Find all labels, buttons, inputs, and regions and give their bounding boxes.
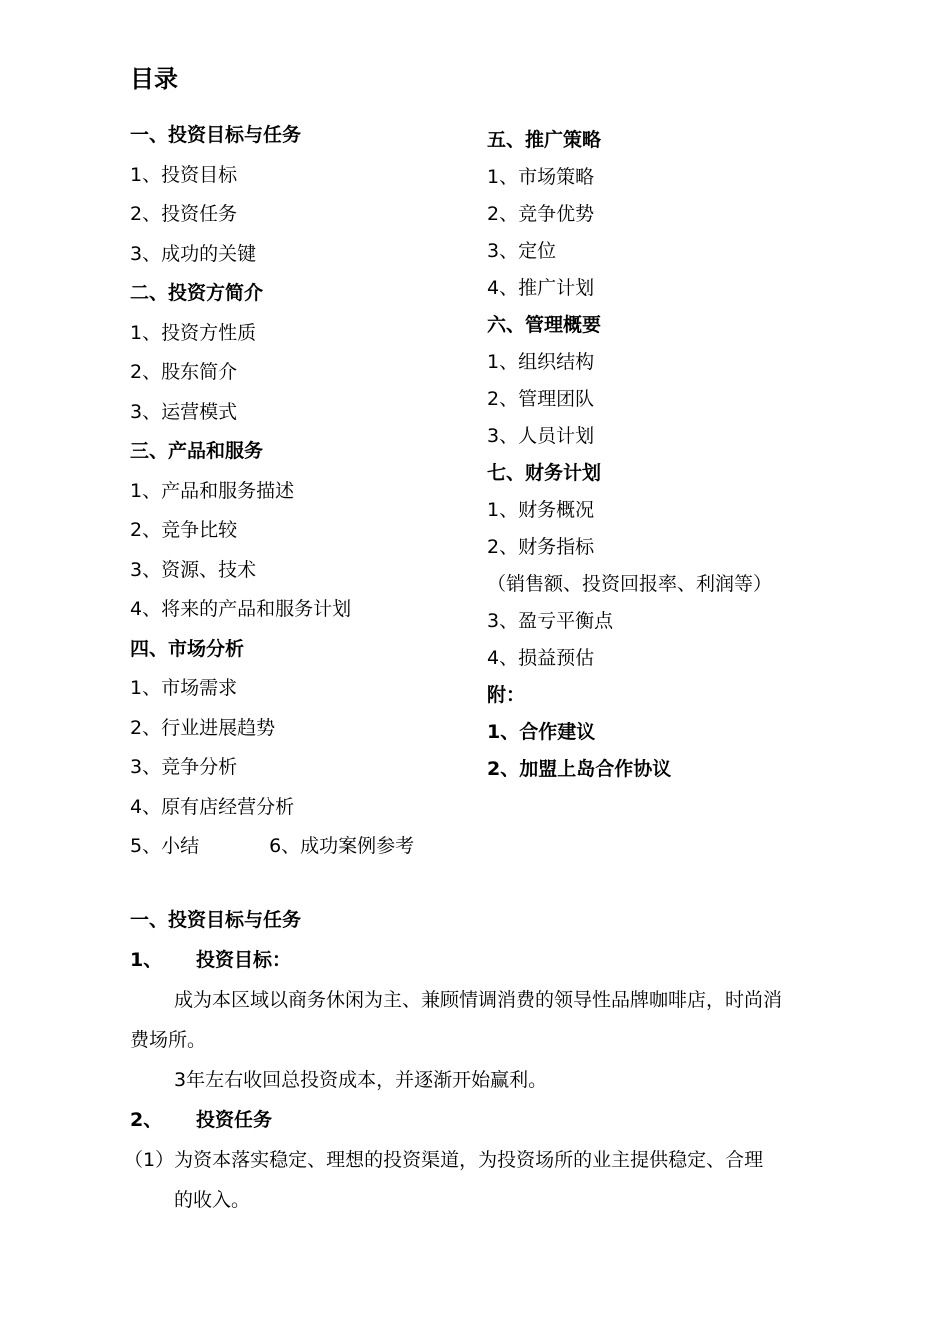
paragraph-line: （1）为资本落实稳定、理想的投资渠道，为投资场所的业主提供稳定、合理 <box>124 1149 764 1171</box>
toc-entry: 6、成功案例参考 <box>269 835 415 857</box>
toc-entry: 3、定位 <box>487 240 557 262</box>
toc-entry: 1、产品和服务描述 <box>130 479 295 502</box>
toc-section-heading: 七、财务计划 <box>487 462 602 484</box>
toc-entry: 3、盈亏平衡点 <box>487 610 614 632</box>
toc-entry: 3、成功的关键 <box>130 242 257 265</box>
toc-entry: 3、竞争分析 <box>130 756 238 778</box>
toc-entry: 1、市场策略 <box>487 166 595 188</box>
toc-entry: 4、原有店经营分析 <box>130 795 295 818</box>
toc-entry: 3、人员计划 <box>487 425 595 447</box>
toc-entry: 3、资源、技术 <box>130 558 257 581</box>
toc-entry: 1、市场需求 <box>130 677 238 699</box>
paragraph-line: 费场所。 <box>130 1029 207 1051</box>
toc-entry: 1、投资方性质 <box>130 321 257 344</box>
document-body <box>124 900 890 1220</box>
toc-entry: 2、股东简介 <box>130 361 238 383</box>
toc-entry: 2、投资任务 <box>130 203 238 225</box>
toc-entry: 1、组织结构 <box>487 351 595 373</box>
toc-section-heading: 六、管理概要 <box>487 314 602 336</box>
toc-entry: 4、损益预估 <box>487 647 595 669</box>
paragraph: 3年左右收回总投资成本，并逐渐开始赢利。 <box>174 1069 548 1091</box>
toc-entry: 4、将来的产品和服务计划 <box>130 598 352 620</box>
toc-section-heading: 一、投资目标与任务 <box>130 124 302 146</box>
toc-entry: 2、行业进展趋势 <box>130 716 276 739</box>
toc-left-column <box>130 116 470 867</box>
toc-entry: （销售额、投资回报率、利润等） <box>487 573 773 595</box>
toc-section-heading: 1、合作建议 <box>487 721 596 743</box>
toc-section-heading: 四、市场分析 <box>130 637 245 660</box>
subsection-number: 1、 <box>130 949 163 971</box>
paragraph-line: 的收入。 <box>174 1189 251 1211</box>
toc-entry: 2、管理团队 <box>487 388 595 410</box>
toc-section-heading: 五、推广策略 <box>487 129 602 151</box>
subsection-title: 投资目标： <box>196 949 292 971</box>
paragraph-line: 成为本区域以商务休闲为主、兼顾情调消费的领导性品牌咖啡店，时尚消 <box>174 989 783 1011</box>
subsection-title: 投资任务 <box>196 1109 273 1131</box>
subsection-heading-2 <box>130 1100 890 1140</box>
toc-entry: 5、小结 <box>130 835 200 857</box>
toc-section-heading: 二、投资方简介 <box>130 282 264 304</box>
toc-entry: 2、竞争比较 <box>130 519 238 541</box>
toc-entry-pair <box>130 827 470 867</box>
toc-section-heading: 2、加盟上岛合作协议 <box>487 758 672 780</box>
section-heading: 一、投资目标与任务 <box>130 909 302 931</box>
toc-entry: 1、投资目标 <box>130 163 238 186</box>
toc-title: 目录 <box>130 65 178 93</box>
toc-section-heading: 附： <box>487 684 526 706</box>
toc-section-heading: 三、产品和服务 <box>130 440 264 462</box>
toc-entry: 2、财务指标 <box>487 536 595 558</box>
subsection-number: 2、 <box>130 1109 163 1131</box>
toc-entry: 1、财务概况 <box>487 499 595 521</box>
toc-right-column <box>487 122 887 788</box>
toc-entry: 4、推广计划 <box>487 277 595 299</box>
toc-entry: 3、运营模式 <box>130 400 238 423</box>
subsection-heading-1 <box>130 940 890 980</box>
toc-entry: 2、竞争优势 <box>487 203 595 225</box>
